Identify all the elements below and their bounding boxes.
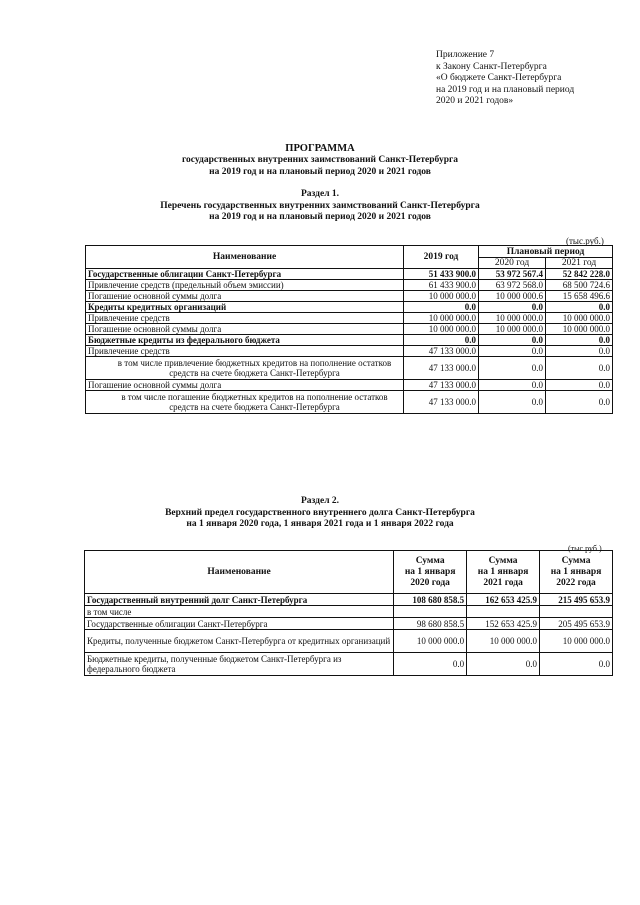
cell-2019: 51 433 900.0 (404, 269, 479, 280)
table-row (86, 391, 613, 414)
table-row (85, 630, 613, 653)
cell-2019: 47 133 000.0 (404, 391, 479, 414)
row-name: Бюджетные кредиты, полученные бюджетом Санкт-Петербурга из федерального бюджета (85, 653, 394, 676)
appendix-line: к Закону Санкт-Петербурга (436, 61, 547, 72)
row-name: в том числе привлечение бюджетных кредитов на пополнение остатков средств на счете бюджета Санкт-Петербурга (86, 357, 404, 380)
table-row (85, 653, 613, 676)
cell-2019: 0.0 (404, 335, 479, 346)
cell-2021: 0.0 (546, 302, 613, 313)
header-line: 2020 года (410, 577, 450, 588)
table-row (86, 380, 613, 391)
cell-2022: 205 495 653.9 (540, 618, 613, 630)
row-name: в том числе (85, 606, 394, 618)
cell-2020: 0.0 (479, 302, 546, 313)
header-line: на 1 января (404, 566, 456, 577)
cell-2020: 0.0 (479, 380, 546, 391)
header-line: 2022 года (556, 577, 596, 588)
header-name: Наименование (85, 551, 394, 594)
table-row (86, 335, 613, 346)
cell-2022: 10 000 000.0 (540, 630, 613, 653)
cell-2022 (540, 606, 613, 618)
cell-2020: 0.0 (479, 391, 546, 414)
table-row (86, 313, 613, 324)
header-2019: 2019 год (404, 246, 479, 269)
cell-2021 (467, 606, 540, 618)
cell-2019: 47 133 000.0 (404, 380, 479, 391)
table-row (85, 618, 613, 630)
cell-2020: 63 972 568.0 (479, 280, 546, 291)
cell-2021: 0.0 (467, 653, 540, 676)
cell-2020: 0.0 (479, 335, 546, 346)
table-row (86, 291, 613, 302)
section2-title (0, 496, 640, 531)
row-name: Кредиты кредитных организаций (86, 302, 404, 313)
appendix-line: на 2019 год и на плановый период (436, 84, 575, 95)
cell-2021: 0.0 (546, 335, 613, 346)
section1-subtitle: на 2019 год и на плановый период 2020 и 2021 годов (209, 212, 431, 222)
table-row (86, 357, 613, 380)
program-heading: ПРОГРАММА (285, 143, 355, 154)
section1-heading: Раздел 1. (300, 189, 340, 199)
header-line: на 1 января (477, 566, 529, 577)
cell-2020: 10 000 000.0 (479, 324, 546, 335)
section1-subtitle: Перечень государственных внутренних заимствований Санкт-Петербурга (160, 200, 480, 211)
appendix-note (436, 50, 574, 108)
cell-2020: 10 000 000.0 (479, 313, 546, 324)
program-title (0, 143, 640, 178)
header-line: на 1 января (550, 566, 602, 577)
section2-subtitle: Верхний предел государственного внутреннего долга Санкт-Петербурга (165, 507, 475, 518)
table-row (85, 594, 613, 606)
row-name: Государственные облигации Санкт-Петербурга (86, 269, 404, 280)
row-name: Погашение основной суммы долга (86, 291, 404, 302)
cell-2019: 0.0 (404, 302, 479, 313)
row-name: в том числе погашение бюджетных кредитов на пополнение остатков средств на счете бюджета Санкт-Петербурга (86, 391, 404, 414)
cell-2021: 0.0 (546, 346, 613, 357)
cell-2020: 10 000 000.0 (394, 630, 467, 653)
cell-2021: 0.0 (546, 380, 613, 391)
program-subtitle: государственных внутренних заимствований Санкт-Петербурга (181, 155, 459, 165)
cell-2021: 52 842 228.0 (546, 269, 613, 280)
table-row (86, 269, 613, 280)
appendix-line: 2020 и 2021 годов» (436, 96, 514, 106)
row-name: Погашение основной суммы долга (86, 324, 404, 335)
cell-2019: 10 000 000.0 (404, 324, 479, 335)
cell-2020: 0.0 (479, 357, 546, 380)
cell-2021: 10 000 000.0 (546, 324, 613, 335)
cell-2020: 10 000 000.6 (479, 291, 546, 302)
cell-2020: 108 680 858.5 (394, 594, 467, 606)
row-name: Бюджетные кредиты из федерального бюджета (86, 335, 404, 346)
table-row (86, 302, 613, 313)
header-line: Сумма (415, 555, 445, 566)
table-row (86, 324, 613, 335)
appendix-line: Приложение 7 (436, 50, 495, 60)
section2-unit: (тыс.руб.) (568, 544, 602, 553)
row-name: Государственный внутренний долг Санкт-Петербурга (85, 594, 394, 606)
table-row (86, 346, 613, 357)
header-line: Сумма (488, 555, 518, 566)
cell-2019: 61 433 900.0 (404, 280, 479, 291)
section1-unit: (тыс.руб.) (566, 236, 604, 246)
table-row (86, 280, 613, 291)
section2-subtitle: на 1 января 2020 года, 1 января 2021 года и 1 января 2022 года (186, 519, 454, 529)
table-row (85, 606, 613, 618)
program-subtitle: на 2019 год и на плановый период 2020 и 2021 годов (209, 166, 431, 177)
cell-2019: 10 000 000.0 (404, 313, 479, 324)
row-name: Государственные облигации Санкт-Петербурга (85, 618, 394, 630)
header-2021 (467, 551, 540, 594)
header-2022 (540, 551, 613, 594)
debt-limit-table (84, 550, 613, 676)
cell-2021: 162 653 425.9 (467, 594, 540, 606)
header-2020: 2020 год (479, 258, 546, 269)
section1-title (0, 189, 640, 224)
cell-2019: 47 133 000.0 (404, 346, 479, 357)
cell-2021: 152 653 425.9 (467, 618, 540, 630)
cell-2022: 215 495 653.9 (540, 594, 613, 606)
row-name: Погашение основной суммы долга (86, 380, 404, 391)
cell-2019: 47 133 000.0 (404, 357, 479, 380)
cell-2021: 0.0 (546, 357, 613, 380)
header-line: 2021 года (483, 577, 523, 588)
row-name: Кредиты, полученные бюджетом Санкт-Петербурга от кредитных организаций (85, 630, 394, 653)
cell-2020: 98 680 858.5 (394, 618, 467, 630)
header-name: Наименование (86, 246, 404, 269)
cell-2021: 10 000 000.0 (467, 630, 540, 653)
header-plan-period: Плановый период (479, 246, 613, 258)
cell-2021: 15 658 496.6 (546, 291, 613, 302)
cell-2020: 0.0 (394, 653, 467, 676)
header-line: Сумма (561, 555, 591, 566)
row-name: Привлечение средств (предельный объем эмиссии) (86, 280, 404, 291)
cell-2021: 0.0 (546, 391, 613, 414)
borrowings-table (85, 245, 613, 414)
cell-2021: 68 500 724.6 (546, 280, 613, 291)
section2-heading: Раздел 2. (300, 496, 340, 506)
appendix-line: «О бюджете Санкт-Петербурга (436, 73, 562, 83)
cell-2022: 0.0 (540, 653, 613, 676)
cell-2021: 10 000 000.0 (546, 313, 613, 324)
cell-2020 (394, 606, 467, 618)
row-name: Привлечение средств (86, 313, 404, 324)
row-name: Привлечение средств (86, 346, 404, 357)
header-2020 (394, 551, 467, 594)
header-2021: 2021 год (546, 258, 613, 269)
cell-2020: 0.0 (479, 346, 546, 357)
cell-2019: 10 000 000.0 (404, 291, 479, 302)
cell-2020: 53 972 567.4 (479, 269, 546, 280)
